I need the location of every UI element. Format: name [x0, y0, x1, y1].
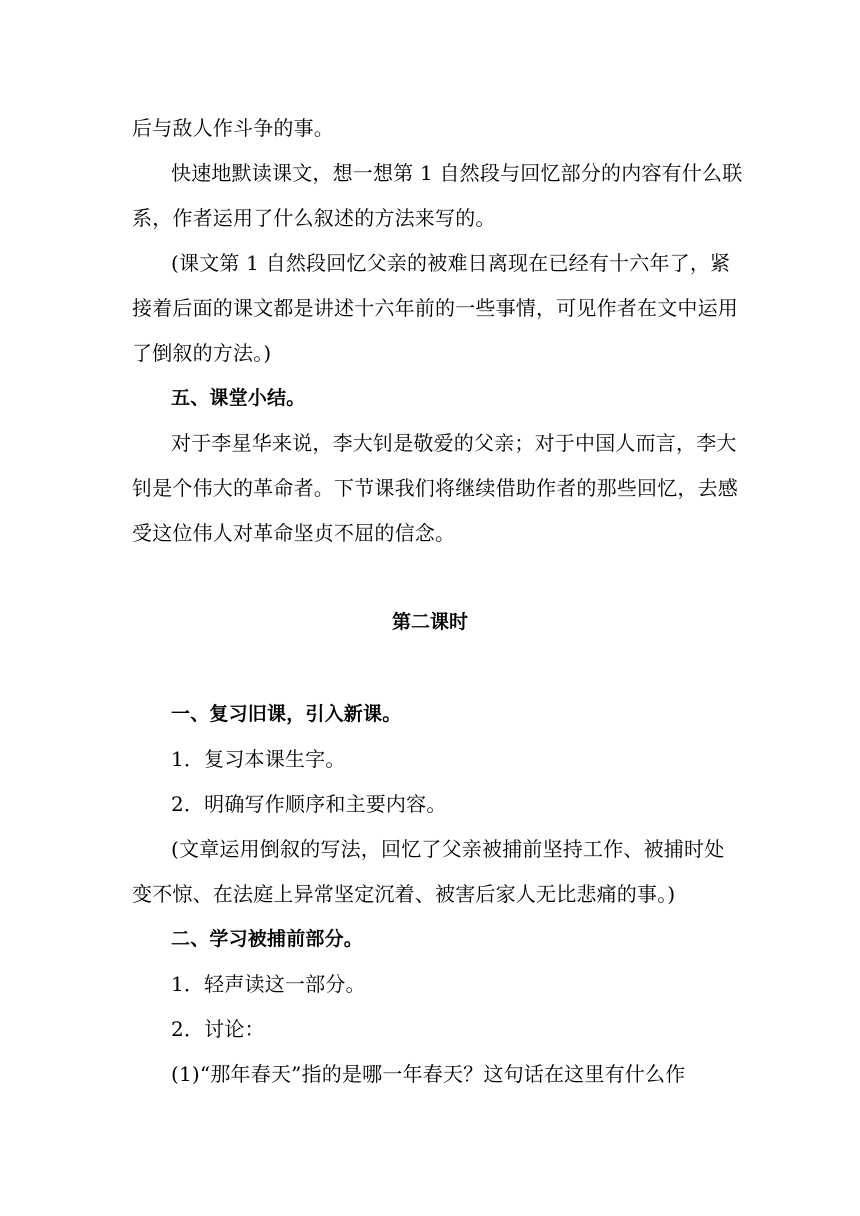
paragraph-line: 受这位伟人对革命坚贞不屈的信念。 [132, 521, 456, 545]
paragraph-line: 变不惊、在法庭上异常坚定沉着、被害后家人无比悲痛的事。) [132, 882, 676, 906]
paragraph-line: 接着后面的课文都是讲述十六年前的一些事情，可见作者在文中运用 [132, 296, 738, 320]
section-heading: 一、复习旧课，引入新课。 [171, 703, 402, 725]
paragraph-line: (1)“那年春天”指的是哪一年春天？这句话在这里有什么作 [171, 1062, 686, 1086]
list-item: 2．明确写作顺序和主要内容。 [171, 792, 447, 816]
paragraph-line: (课文第 1 自然段回忆父亲的被难日离现在已经有十六年了，紧 [171, 251, 731, 275]
paragraph-line: (文章运用倒叙的写法，回忆了父亲被捕前坚持工作、被捕时处 [171, 837, 725, 861]
list-item: 1．轻声读这一部分。 [171, 972, 366, 996]
paragraph-line: 快速地默读课文，想一想第 1 自然段与回忆部分的内容有什么联 [171, 161, 743, 185]
paragraph-line: 钊是个伟大的革命者。下节课我们将继续借助作者的那些回忆，去感 [132, 476, 738, 500]
section-heading: 五、课堂小结。 [171, 387, 306, 409]
paragraph-line: 系，作者运用了什么叙述的方法来写的。 [132, 206, 496, 230]
lesson-title: 第二课时 [391, 611, 468, 633]
paragraph-line: 对于李星华来说，李大钊是敬爱的父亲；对于中国人而言，李大 [171, 431, 737, 455]
section-heading: 二、学习被捕前部分。 [171, 928, 364, 950]
list-item: 2．讨论： [171, 1017, 265, 1041]
list-item: 1．复习本课生字。 [171, 747, 346, 771]
paragraph-line: 后与敌人作斗争的事。 [132, 116, 334, 140]
paragraph-line: 了倒叙的方法。) [132, 341, 272, 365]
